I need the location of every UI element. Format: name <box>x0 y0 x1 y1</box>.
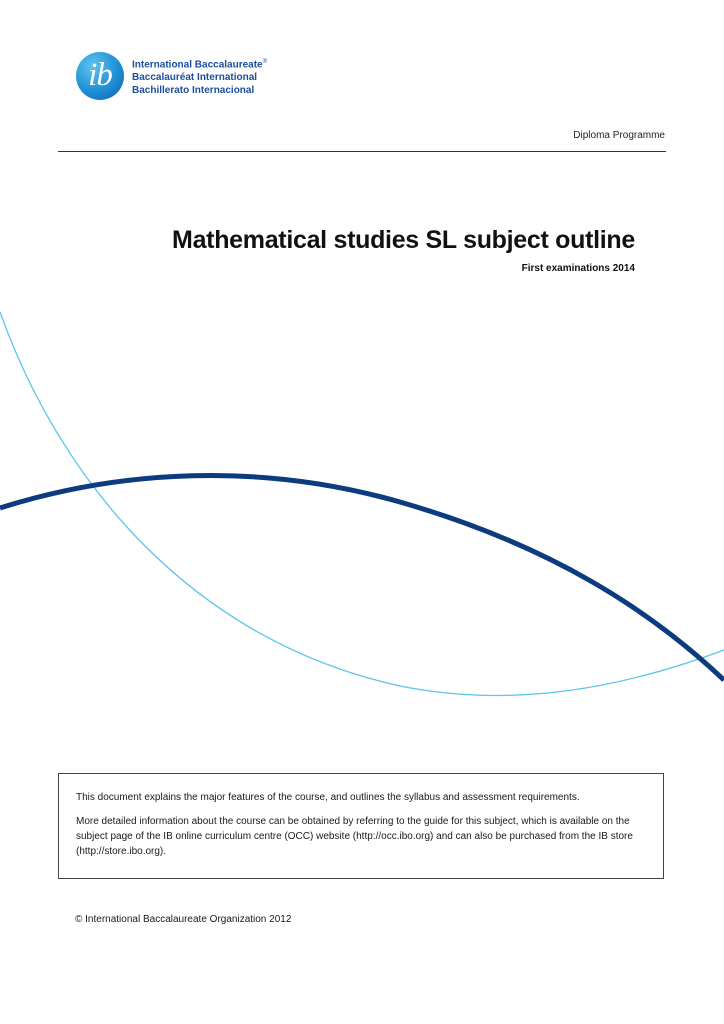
page-title: Mathematical studies SL subject outline <box>172 226 635 254</box>
info-paragraph-2: More detailed information about the course can be obtained by referring to the guide for this subject, which is available on the subject page of the IB online curriculum centre (OCC) website (http://occ.ibo.org) and can also be purchased from the IB store (http://store.ibo.org). <box>76 816 633 857</box>
page-subtitle: First examinations 2014 <box>521 263 635 274</box>
logo-line-french: Baccalauréat International <box>132 72 258 84</box>
copyright-notice: © International Baccalaureate Organization 2012 <box>75 914 292 925</box>
info-paragraph-1: This document explains the major features of the course, and outlines the syllabus and assessment requirements. <box>76 792 580 803</box>
light-blue-curve <box>0 312 724 695</box>
logo-line-spanish: Bachillerato Internacional <box>132 85 255 97</box>
info-box <box>58 773 664 879</box>
logo-line-english: International Baccalaureate® <box>132 59 268 71</box>
programme-label: Diploma Programme <box>573 130 665 141</box>
ib-logo-mark: ib <box>88 57 112 93</box>
